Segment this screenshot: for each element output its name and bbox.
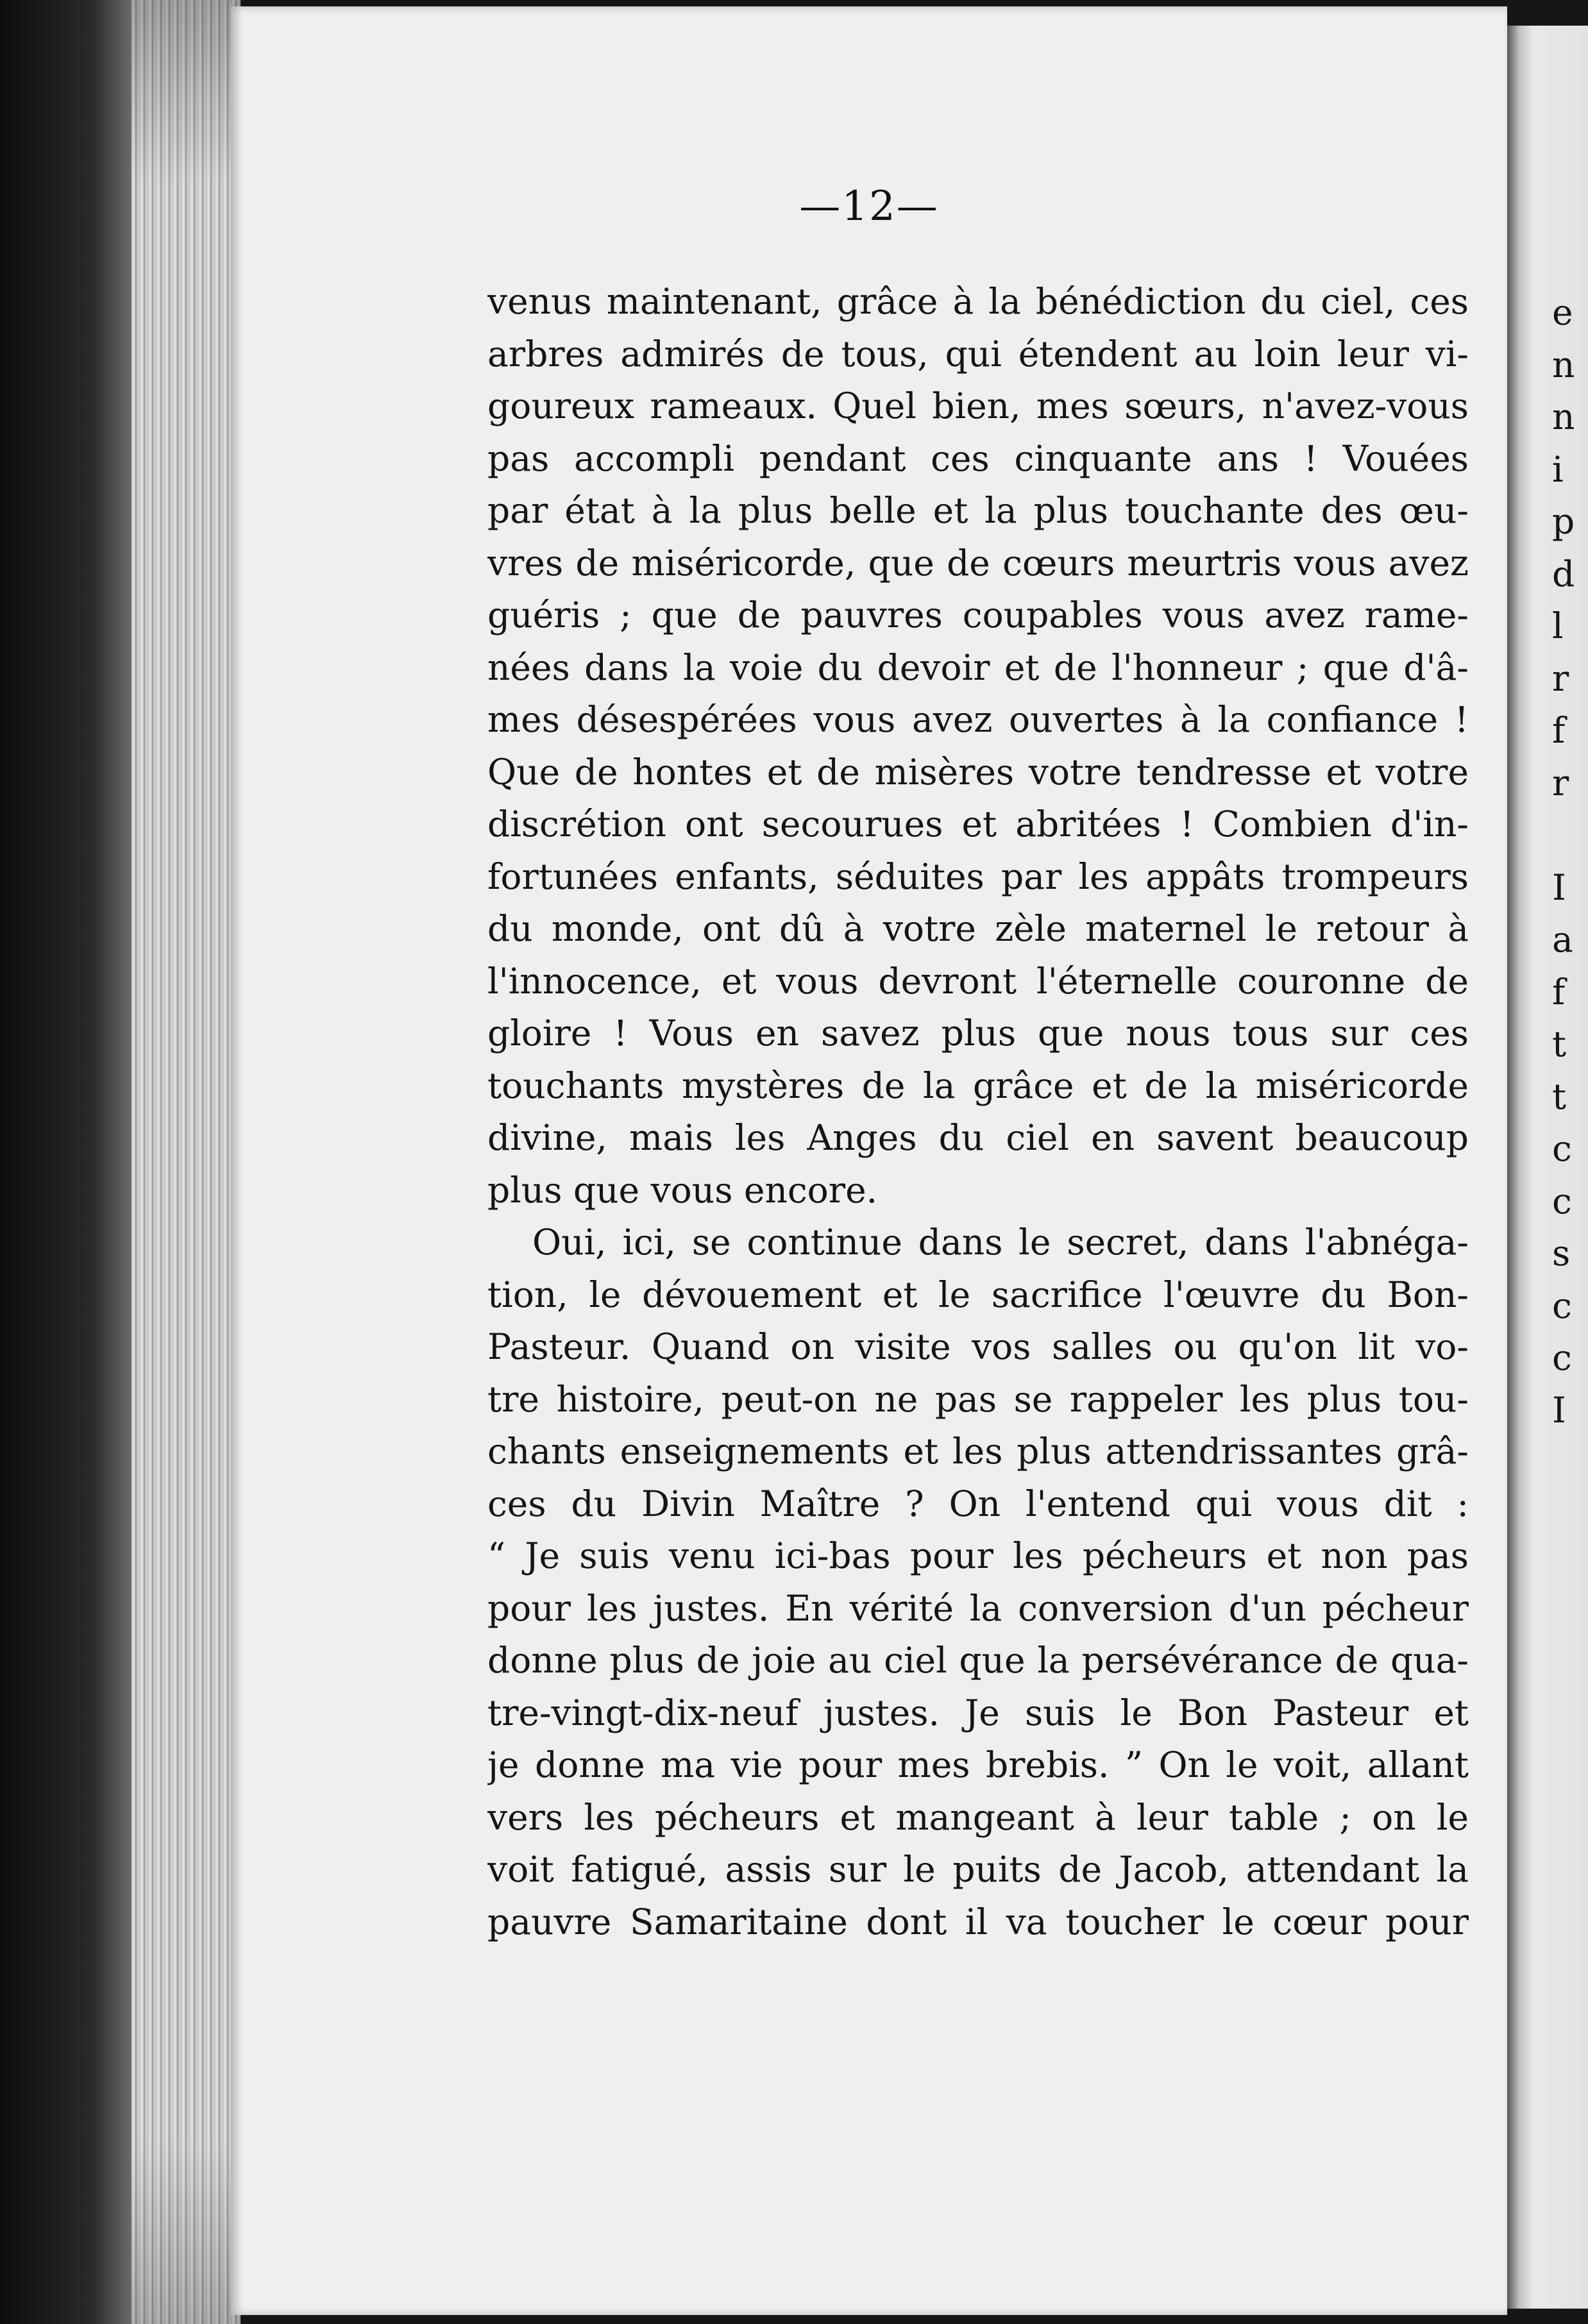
text-line: pas accompli pendant ces cinquante ans ! Vouées bbox=[487, 437, 1469, 479]
adjacent-page-glyph: n bbox=[1552, 344, 1575, 385]
adjacent-page-glyph: I bbox=[1552, 1389, 1566, 1431]
text-line: venus maintenant, grâce à la bénédiction du ciel, ces bbox=[487, 281, 1469, 322]
adjacent-page-strip bbox=[1507, 26, 1588, 2309]
adjacent-page-glyph: I bbox=[1552, 866, 1566, 908]
text-line: tre-vingt-dix-neuf justes. Je suis le Bon Pasteur et bbox=[487, 1692, 1469, 1733]
adjacent-page-glyph: r bbox=[1552, 762, 1569, 804]
text-line: ces du Divin Maître ? On l'entend qui vous dit : bbox=[487, 1483, 1469, 1524]
text-line: tre histoire, peut-on ne pas se rappeler les plus tou- bbox=[487, 1378, 1469, 1420]
text-line: goureux rameaux. Quel bien, mes sœurs, n'avez-vous bbox=[487, 385, 1469, 426]
adjacent-page-glyph: d bbox=[1552, 553, 1575, 594]
text-line: “ Je suis venu ici-bas pour les pécheurs et non pas bbox=[487, 1535, 1469, 1576]
adjacent-page-glyph: f bbox=[1552, 971, 1566, 1013]
adjacent-page-glyph: r bbox=[1552, 657, 1569, 699]
page-body bbox=[487, 276, 1469, 1948]
text-line: chants enseignements et les plus attendrissantes grâ- bbox=[487, 1431, 1469, 1472]
text-line: arbres admirés de tous, qui étendent au loin leur vi- bbox=[487, 333, 1469, 375]
text-line: du monde, ont dû à votre zèle maternel le retour à bbox=[487, 908, 1469, 949]
adjacent-page-glyph: n bbox=[1552, 396, 1575, 437]
adjacent-page-glyph: s bbox=[1552, 1233, 1571, 1274]
adjacent-page-glyph: e bbox=[1552, 292, 1573, 333]
text-line: guéris ; que de pauvres coupables vous avez rame- bbox=[487, 594, 1469, 636]
scan-background-left bbox=[0, 0, 131, 2324]
text-line: mes désespérées vous avez ouvertes à la confiance ! bbox=[487, 699, 1469, 740]
text-line: vers les pécheurs et mangeant à leur table ; on le bbox=[487, 1796, 1469, 1838]
text-line: pour les justes. En vérité la conversion d'un pécheur bbox=[487, 1587, 1469, 1629]
adjacent-page-glyph: f bbox=[1552, 710, 1566, 751]
text-line: par état à la plus belle et la plus touchante des œu- bbox=[487, 490, 1469, 531]
text-line: fortunées enfants, séduites par les appâts trompeurs bbox=[487, 855, 1469, 897]
adjacent-page-glyph: i bbox=[1552, 448, 1564, 490]
page-number: —12— bbox=[799, 183, 939, 230]
text-line: Que de hontes et de misères votre tendresse et votre bbox=[487, 751, 1469, 793]
adjacent-page-glyph: l bbox=[1552, 605, 1564, 646]
adjacent-page-glyph: t bbox=[1552, 1023, 1567, 1065]
text-line: divine, mais les Anges du ciel en savent beaucoup bbox=[487, 1117, 1469, 1158]
text-line: touchants mystères de la grâce et de la miséricorde bbox=[487, 1065, 1469, 1106]
text-line: nées dans la voie du devoir et de l'honneur ; que d'â- bbox=[487, 646, 1469, 688]
text-line: pauvre Samaritaine dont il va toucher le cœur pour bbox=[487, 1901, 1469, 1942]
adjacent-page-glyph: a bbox=[1552, 919, 1573, 960]
adjacent-page-glyph: c bbox=[1552, 1128, 1572, 1169]
text-line: Pasteur. Quand on visite vos salles ou qu'on lit vo- bbox=[487, 1326, 1469, 1367]
text-line: gloire ! Vous en savez plus que nous tous sur ces bbox=[487, 1013, 1469, 1054]
text-line: l'innocence, et vous devront l'éternelle couronne de bbox=[487, 960, 1469, 1002]
text-line: donne plus de joie au ciel que la persévérance de qua- bbox=[487, 1640, 1469, 1681]
adjacent-page-glyph: t bbox=[1552, 1075, 1567, 1117]
adjacent-page-glyph: c bbox=[1552, 1337, 1572, 1378]
adjacent-page-glyph: c bbox=[1552, 1180, 1572, 1222]
text-line: tion, le dévouement et le sacrifice l'œuvre du Bon- bbox=[487, 1274, 1469, 1315]
text-line: Oui, ici, se continue dans le secret, dans l'abnéga- bbox=[532, 1222, 1469, 1263]
adjacent-page-glyph: p bbox=[1552, 501, 1575, 542]
text-line: vres de miséricorde, que de cœurs meurtris vous avez bbox=[487, 542, 1469, 584]
adjacent-page-glyph: c bbox=[1552, 1284, 1572, 1326]
text-line: plus que vous encore. bbox=[487, 1169, 878, 1211]
text-line: voit fatigué, assis sur le puits de Jacob, attendant la bbox=[487, 1849, 1469, 1890]
text-line: je donne ma vie pour mes brebis. ” On le voit, allant bbox=[487, 1744, 1469, 1785]
text-line: discrétion ont secourues et abritées ! Combien d'in- bbox=[487, 804, 1469, 845]
stacked-page-edges bbox=[131, 0, 241, 2324]
